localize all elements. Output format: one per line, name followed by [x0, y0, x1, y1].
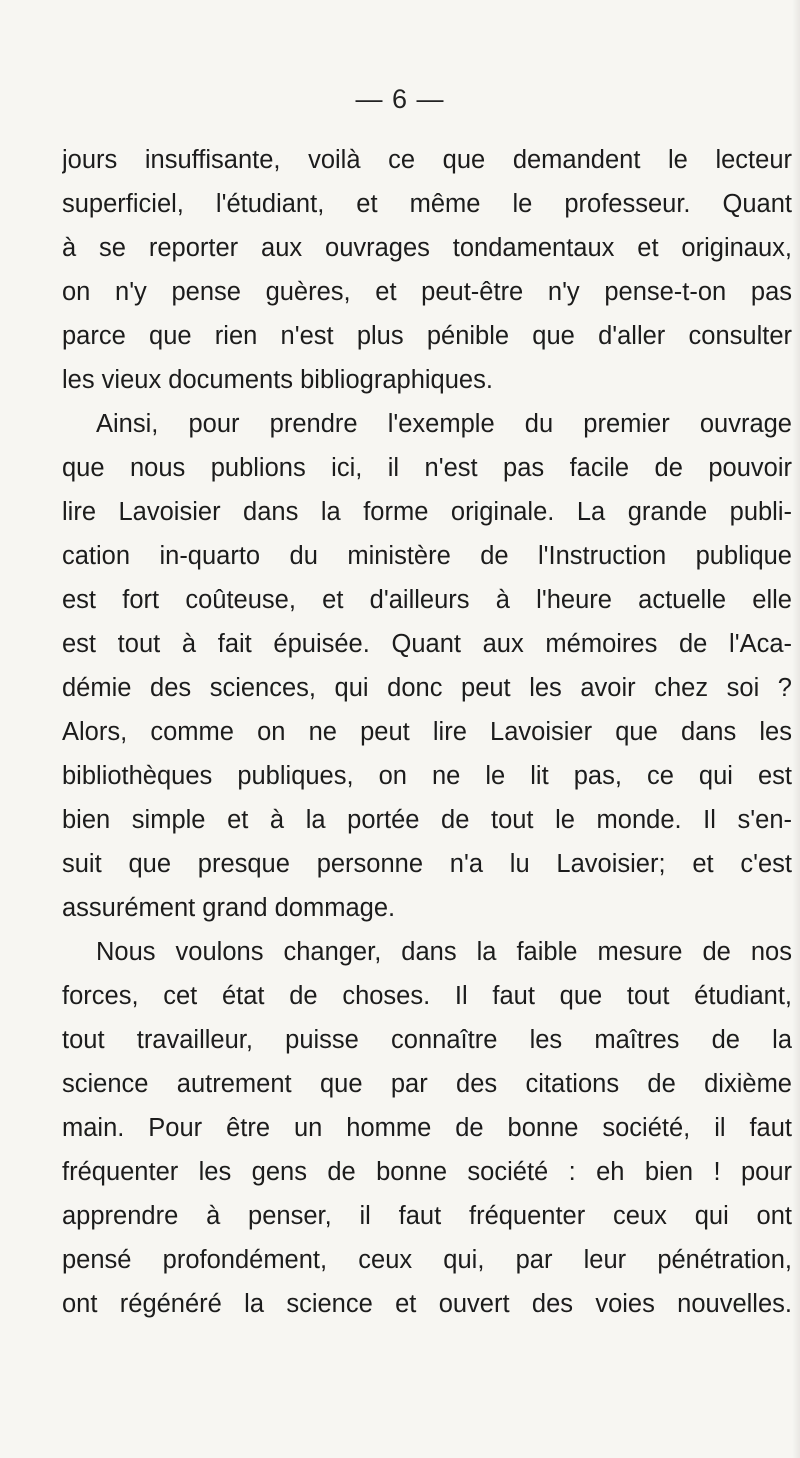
text-line: parce que rien n'est plus pénible que d'aller consulter	[62, 322, 792, 350]
text-line: les vieux documents bibliographiques.	[62, 366, 493, 394]
text-line: assurément grand dommage.	[62, 894, 396, 922]
body-text	[62, 138, 792, 1326]
text-line: cation in-quarto du ministère de l'Instruction publique	[62, 542, 792, 570]
page-number: — 6 —	[355, 84, 445, 114]
text-line: apprendre à penser, il faut fréquenter ceux qui ont	[62, 1202, 792, 1230]
text-line: pensé profondément, ceux qui, par leur pénétration,	[62, 1246, 792, 1274]
text-line: Ainsi, pour prendre l'exemple du premier ouvrage	[96, 410, 792, 438]
text-line: est tout à fait épuisée. Quant aux mémoires de l'Aca-	[62, 630, 792, 658]
text-line: fréquenter les gens de bonne société : eh bien ! pour	[62, 1158, 792, 1186]
text-line: main. Pour être un homme de bonne société, il faut	[62, 1114, 792, 1142]
text-line: science autrement que par des citations de dixième	[62, 1070, 792, 1098]
text-line: suit que presque personne n'a lu Lavoisier; et c'est	[62, 850, 792, 878]
text-line: à se reporter aux ouvrages tondamentaux et originaux,	[62, 234, 792, 262]
text-line: on n'y pense guères, et peut-être n'y pense-t-on pas	[62, 278, 792, 306]
text-line: que nous publions ici, il n'est pas facile de pouvoir	[62, 454, 792, 482]
text-line: forces, cet état de choses. Il faut que tout étudiant,	[62, 982, 792, 1010]
text-line: bibliothèques publiques, on ne le lit pas, ce qui est	[62, 762, 792, 790]
text-line: bien simple et à la portée de tout le monde. Il s'en-	[62, 806, 792, 834]
text-line: est fort coûteuse, et d'ailleurs à l'heure actuelle elle	[62, 586, 792, 614]
text-line: lire Lavoisier dans la forme originale. La grande publi-	[62, 498, 792, 526]
text-line: Nous voulons changer, dans la faible mesure de nos	[96, 938, 792, 966]
text-line: tout travailleur, puisse connaître les maîtres de la	[62, 1026, 792, 1054]
text-line: jours insuffisante, voilà ce que demandent le lecteur	[62, 146, 792, 174]
page-edge-shadow	[792, 0, 800, 1458]
text-line: ont régénéré la science et ouvert des voies nouvelles.	[62, 1290, 792, 1318]
text-line: démie des sciences, qui donc peut les avoir chez soi ?	[62, 674, 792, 702]
text-line: superficiel, l'étudiant, et même le professeur. Quant	[62, 190, 792, 218]
text-line: Alors, comme on ne peut lire Lavoisier que dans les	[62, 718, 792, 746]
